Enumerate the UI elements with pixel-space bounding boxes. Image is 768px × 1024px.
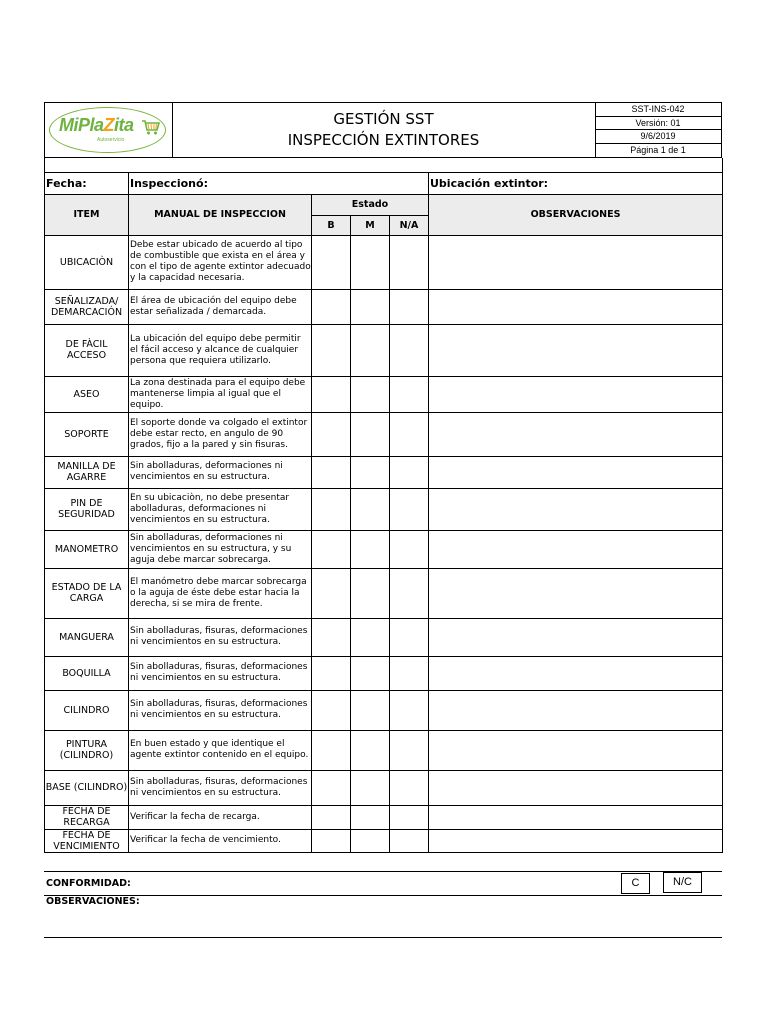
row-manual: Sin abolladuras, fisuras, deformaciones ni vencimientos en su estructura. [129, 618, 312, 656]
estado-b-cell[interactable] [312, 568, 351, 618]
row-manual: Sin abolladuras, fisuras, deformaciones ni vencimientos en su estructura. [129, 690, 312, 730]
row-manual: Sin abolladuras, deformaciones ni vencimientos en su estructura. [129, 456, 312, 488]
observaciones-cell[interactable] [429, 805, 723, 829]
estado-m-cell[interactable] [351, 805, 390, 829]
col-m: M [351, 215, 390, 235]
col-na: N/A [390, 215, 429, 235]
estado-m-cell[interactable] [351, 488, 390, 530]
observaciones-cell[interactable] [429, 690, 723, 730]
estado-na-cell[interactable] [390, 618, 429, 656]
row-item: PINTURA (CILINDRO) [45, 730, 129, 770]
observaciones-label: OBSERVACIONES: [46, 896, 140, 907]
estado-m-cell[interactable] [351, 235, 390, 289]
estado-m-cell[interactable] [351, 324, 390, 376]
estado-b-cell[interactable] [312, 730, 351, 770]
table-row [45, 488, 723, 530]
estado-m-cell[interactable] [351, 530, 390, 568]
estado-m-cell[interactable] [351, 770, 390, 805]
row-item: PIN DE SEGURIDAD [45, 488, 129, 530]
row-item: SOPORTE [45, 412, 129, 456]
observaciones-cell[interactable] [429, 829, 723, 852]
estado-b-cell[interactable] [312, 690, 351, 730]
row-manual: El manómetro debe marcar sobrecarga o la aguja de éste debe estar hacia la derecha, si se mira de frente. [129, 568, 312, 618]
row-manual: Sin abolladuras, fisuras, deformaciones ni vencimientos en su estructura. [129, 656, 312, 690]
estado-m-cell[interactable] [351, 656, 390, 690]
estado-na-cell[interactable] [390, 770, 429, 805]
column-header-row [45, 194, 723, 215]
row-manual: La ubicación del equipo debe permitir el fácil acceso y alcance de cualquier persona que requiera utilizarlo. [129, 324, 312, 376]
table-row [45, 412, 723, 456]
observaciones-cell[interactable] [429, 324, 723, 376]
table-row [45, 656, 723, 690]
conformidad-line [44, 895, 722, 896]
observaciones-line [44, 937, 722, 938]
brand-logo: MiPlaZita [59, 115, 134, 135]
document-title [172, 103, 596, 157]
row-item: MANILLA DE AGARRE [45, 456, 129, 488]
col-estado: Estado [312, 194, 429, 215]
estado-na-cell[interactable] [390, 235, 429, 289]
row-manual: Sin abolladuras, fisuras, deformaciones ni vencimientos en su estructura. [129, 770, 312, 805]
estado-b-cell[interactable] [312, 235, 351, 289]
estado-b-cell[interactable] [312, 324, 351, 376]
table-row [45, 456, 723, 488]
table-row [45, 376, 723, 412]
observaciones-cell[interactable] [429, 376, 723, 412]
row-item: ESTADO DE LA CARGA [45, 568, 129, 618]
estado-m-cell[interactable] [351, 412, 390, 456]
observaciones-cell[interactable] [429, 412, 723, 456]
estado-na-cell[interactable] [390, 568, 429, 618]
inspection-table [44, 158, 723, 853]
estado-m-cell[interactable] [351, 690, 390, 730]
observaciones-cell[interactable] [429, 530, 723, 568]
row-item: BOQUILLA [45, 656, 129, 690]
fecha-label: Fecha: [45, 172, 129, 194]
estado-m-cell[interactable] [351, 456, 390, 488]
estado-b-cell[interactable] [312, 412, 351, 456]
estado-m-cell[interactable] [351, 289, 390, 324]
row-item: SEÑALIZADA/ DEMARCACIÓN [45, 289, 129, 324]
title-line-1: GESTIÓN SST [333, 110, 434, 128]
observaciones-cell[interactable] [429, 488, 723, 530]
estado-b-cell[interactable] [312, 770, 351, 805]
estado-na-cell[interactable] [390, 829, 429, 852]
row-item: FECHA DE RECARGA [45, 805, 129, 829]
logo-cell [45, 103, 173, 157]
row-manual: La zona destinada para el equipo debe mantenerse limpia al igual que el equipo. [129, 376, 312, 412]
estado-na-cell[interactable] [390, 456, 429, 488]
table-row [45, 618, 723, 656]
estado-m-cell[interactable] [351, 829, 390, 852]
estado-b-cell[interactable] [312, 618, 351, 656]
estado-na-cell[interactable] [390, 488, 429, 530]
table-row [45, 289, 723, 324]
title-line-2: INSPECCIÓN EXTINTORES [287, 131, 480, 149]
row-manual: En su ubicaciòn, no debe presentar abolladuras, deformaciones ni vencimientos en su estructura. [129, 488, 312, 530]
estado-na-cell[interactable] [390, 412, 429, 456]
table-row [45, 770, 723, 805]
estado-b-cell[interactable] [312, 829, 351, 852]
conformidad-c-box[interactable]: C [621, 873, 650, 894]
document-header [44, 102, 722, 158]
row-item: MANGUERA [45, 618, 129, 656]
observaciones-cell[interactable] [429, 618, 723, 656]
conformidad-label: CONFORMIDAD: [46, 878, 131, 889]
table-row [45, 805, 723, 829]
estado-b-cell[interactable] [312, 376, 351, 412]
observaciones-cell[interactable] [429, 770, 723, 805]
shopping-cart-icon [141, 117, 161, 137]
brand-tagline: Autoservicio [97, 137, 125, 143]
doc-code: SST-INS-042 [595, 103, 721, 117]
estado-b-cell[interactable] [312, 805, 351, 829]
inspecciono-label: Inspeccionó: [129, 172, 429, 194]
estado-na-cell[interactable] [390, 289, 429, 324]
estado-b-cell[interactable] [312, 289, 351, 324]
ubicacion-extintor-label: Ubicación extintor: [429, 172, 723, 194]
row-item: FECHA DE VENCIMIENTO [45, 829, 129, 852]
table-row [45, 235, 723, 289]
observaciones-cell[interactable] [429, 568, 723, 618]
col-item: ITEM [45, 194, 129, 235]
estado-na-cell[interactable] [390, 376, 429, 412]
row-manual: Verificar la fecha de recarga. [129, 805, 312, 829]
observaciones-cell[interactable] [429, 456, 723, 488]
row-item: BASE (CILINDRO) [45, 770, 129, 805]
estado-na-cell[interactable] [390, 730, 429, 770]
estado-b-cell[interactable] [312, 530, 351, 568]
estado-m-cell[interactable] [351, 730, 390, 770]
doc-page: Página 1 de 1 [630, 144, 686, 155]
row-manual: El soporte donde va colgado el extintor debe estar recto, en angulo de 90 grados, fijo a la pared y sin fisuras. [129, 412, 312, 456]
spacer-row [45, 158, 723, 172]
observaciones-cell[interactable] [429, 730, 723, 770]
estado-na-cell[interactable] [390, 690, 429, 730]
conformidad-nc-box[interactable]: N/C [663, 872, 702, 893]
estado-b-cell[interactable] [312, 488, 351, 530]
row-manual: Debe estar ubicado de acuerdo al tipo de combustible que exista en el área y con el tipo de agente extintor adecuado y la capacidad necesaria. [129, 235, 312, 289]
col-b: B [312, 215, 351, 235]
document-meta [595, 103, 721, 157]
estado-m-cell[interactable] [351, 568, 390, 618]
table-row [45, 829, 723, 852]
estado-na-cell[interactable] [390, 530, 429, 568]
col-manual: MANUAL DE INSPECCION [129, 194, 312, 235]
row-item: DE FÀCIL ACCESO [45, 324, 129, 376]
estado-na-cell[interactable] [390, 656, 429, 690]
table-row [45, 690, 723, 730]
row-item: MANOMETRO [45, 530, 129, 568]
estado-na-cell[interactable] [390, 805, 429, 829]
table-row [45, 530, 723, 568]
observaciones-cell[interactable] [429, 235, 723, 289]
observaciones-cell[interactable] [429, 656, 723, 690]
doc-version: Versión: 01 [595, 117, 721, 131]
observaciones-cell[interactable] [429, 289, 723, 324]
row-manual: Sin abolladuras, deformaciones ni vencimientos en su estructura, y su aguja debe marcar sobrecarga. [129, 530, 312, 568]
row-manual: Verificar la fecha de vencimiento. [129, 829, 312, 852]
table-row [45, 568, 723, 618]
table-row [45, 324, 723, 376]
row-manual: En buen estado y que identique el agente extintor contenido en el equipo. [129, 730, 312, 770]
estado-b-cell[interactable] [312, 656, 351, 690]
row-item: UBICACIÒN [45, 235, 129, 289]
estado-b-cell[interactable] [312, 456, 351, 488]
col-observaciones: OBSERVACIONES [429, 194, 723, 235]
footer-top-line [44, 871, 722, 872]
doc-date: 9/6/2019 [595, 130, 721, 144]
row-item: ASEO [45, 376, 129, 412]
table-row [45, 730, 723, 770]
estado-m-cell[interactable] [351, 376, 390, 412]
row-manual: El área de ubicación del equipo debe estar señalizada / demarcada. [129, 289, 312, 324]
row-item: CILINDRO [45, 690, 129, 730]
info-row [45, 172, 723, 194]
estado-m-cell[interactable] [351, 618, 390, 656]
estado-na-cell[interactable] [390, 324, 429, 376]
